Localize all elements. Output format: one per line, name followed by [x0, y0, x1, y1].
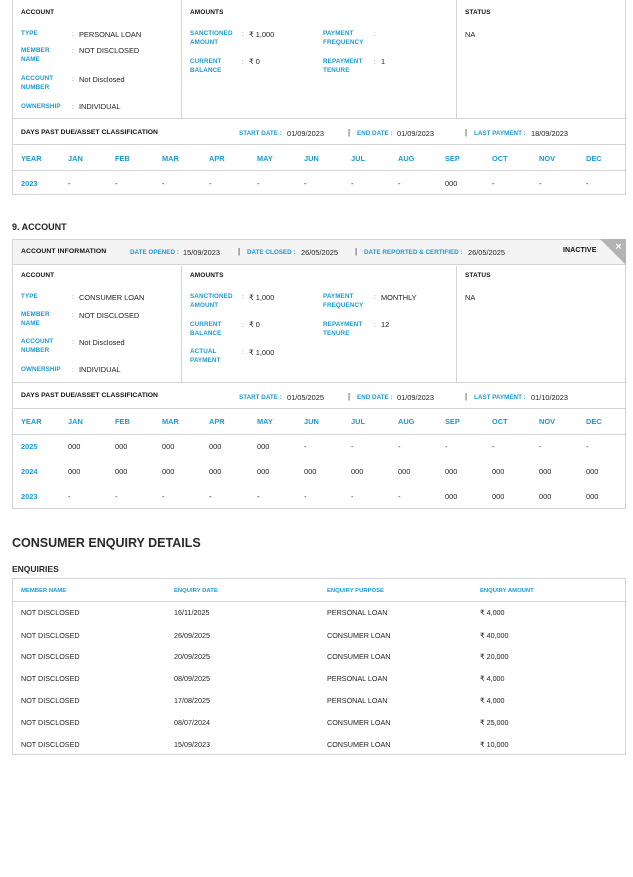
date-opened-value: 15/09/2023 [183, 248, 220, 257]
separator: | [348, 128, 351, 137]
month-header: NOV [539, 417, 556, 426]
dpd-cell: 000 [445, 467, 458, 476]
enquiry-cell: 17/08/2025 [174, 696, 210, 705]
month-header: MAR [162, 154, 179, 163]
start-date-label: START DATE : [239, 394, 282, 401]
divider [13, 434, 625, 435]
repayment-tenure-label: REPAYMENT TENURE [323, 58, 363, 74]
enquiry-cell: NOT DISCLOSED [21, 740, 80, 749]
dpd-cell: 000 [304, 467, 317, 476]
dpd-cell: - [492, 442, 495, 451]
dpd-cell: - [304, 179, 307, 188]
start-date-value: 01/05/2025 [287, 393, 324, 402]
dpd-title: DAYS PAST DUE/ASSET CLASSIFICATION [21, 129, 158, 136]
dpd-cell: - [115, 179, 118, 188]
account-header: ACCOUNT [21, 272, 55, 279]
month-header: MAY [257, 154, 273, 163]
month-header: JUL [351, 154, 365, 163]
month-header: APR [209, 417, 225, 426]
colon: : [242, 349, 244, 356]
separator: | [465, 392, 468, 401]
svg-text:×: × [614, 242, 623, 252]
month-header: FEB [115, 417, 130, 426]
enquiry-cell: ₹ 4,000 [480, 696, 505, 705]
month-header: OCT [492, 417, 508, 426]
dpd-cell: - [68, 179, 71, 188]
date-closed-value: 26/05/2025 [301, 248, 338, 257]
date-opened-label: DATE OPENED : [130, 249, 179, 256]
month-header: SEP [445, 154, 460, 163]
dpd-cell: - [539, 179, 542, 188]
year-header: YEAR [21, 417, 42, 426]
ownership-label: OWNERSHIP [21, 366, 61, 373]
dpd-cell: - [586, 442, 589, 451]
dpd-cell: 000 [68, 467, 81, 476]
dpd-cell: - [398, 492, 401, 501]
dpd-cell: - [586, 179, 589, 188]
dpd-cell: 000 [398, 467, 411, 476]
enquiry-cell: NOT DISCLOSED [21, 652, 80, 661]
divider [456, 266, 457, 383]
enquiry-column-header: ENQUIRY PURPOSE [327, 588, 384, 594]
month-header: SEP [445, 417, 460, 426]
dpd-cell: - [257, 492, 260, 501]
dpd-cell: - [445, 442, 448, 451]
member-name-label: MEMBER NAME [21, 47, 50, 63]
amounts-header: AMOUNTS [190, 272, 224, 279]
colon: : [242, 294, 244, 301]
colon: : [72, 312, 74, 319]
current-balance-label: CURRENT BALANCE [190, 58, 222, 74]
dpd-cell: 000 [539, 467, 552, 476]
month-header: JUN [304, 417, 319, 426]
divider [13, 601, 625, 602]
status-header: STATUS [465, 272, 491, 279]
year-label: 2023 [21, 492, 38, 501]
dpd-cell: 000 [492, 492, 505, 501]
end-date-value: 01/09/2023 [397, 393, 434, 402]
actual-payment-label: ACTUAL PAYMENT [190, 348, 221, 364]
last-payment-value: 18/09/2023 [531, 129, 568, 138]
dpd-cell: - [304, 492, 307, 501]
month-header: AUG [398, 417, 415, 426]
separator: | [355, 247, 358, 256]
dpd-cell: - [351, 179, 354, 188]
dpd-title: DAYS PAST DUE/ASSET CLASSIFICATION [21, 392, 158, 399]
colon: : [72, 339, 74, 346]
date-reported-value: 26/05/2025 [468, 248, 505, 257]
year-label: 2024 [21, 467, 38, 476]
account9-section-title: 9. ACCOUNT [12, 222, 67, 232]
month-header: JUN [304, 154, 319, 163]
account-number-label: ACCOUNT NUMBER [21, 75, 54, 91]
year-header: YEAR [21, 154, 42, 163]
sanctioned-amount-label: SANCTIONED AMOUNT [190, 293, 233, 309]
enquiry-cell: 08/07/2024 [174, 718, 210, 727]
month-header: MAR [162, 417, 179, 426]
actual-payment-value: ₹ 1,000 [249, 348, 275, 357]
colon: : [72, 294, 74, 301]
dpd-cell: 000 [492, 467, 505, 476]
colon: : [374, 59, 376, 66]
enquiry-cell: ₹ 40,000 [480, 631, 509, 640]
dpd-cell: 000 [115, 442, 128, 451]
month-header: OCT [492, 154, 508, 163]
status-value: NA [465, 293, 476, 302]
end-date-value: 01/09/2023 [397, 129, 434, 138]
enquiry-cell: 15/09/2023 [174, 740, 210, 749]
account-number-value: Not Disclosed [79, 75, 125, 84]
month-header: DEC [586, 417, 602, 426]
type-value: CONSUMER LOAN [79, 293, 145, 302]
type-value: PERSONAL LOAN [79, 30, 142, 39]
account-number-label: ACCOUNT NUMBER [21, 338, 54, 354]
colon: : [72, 367, 74, 374]
account-header: ACCOUNT [21, 9, 55, 16]
dpd-cell: 000 [257, 442, 270, 451]
dpd-cell: - [351, 492, 354, 501]
consumer-enquiry-title: CONSUMER ENQUIRY DETAILS [12, 536, 201, 550]
dpd-cell: - [209, 492, 212, 501]
enquiry-column-header: ENQUIRY DATE [174, 588, 218, 594]
separator: | [238, 247, 241, 256]
month-header: JAN [68, 417, 83, 426]
last-payment-label: LAST PAYMENT : [474, 130, 526, 137]
dpd-cell: - [209, 179, 212, 188]
dpd-cell: - [492, 179, 495, 188]
month-header: MAY [257, 417, 273, 426]
dpd-cell: - [398, 442, 401, 451]
inactive-corner-icon [600, 239, 626, 265]
enquiry-cell: ₹ 25,000 [480, 718, 509, 727]
enquiry-cell: CONSUMER LOAN [327, 631, 391, 640]
month-header: DEC [586, 154, 602, 163]
enquiry-cell: NOT DISCLOSED [21, 718, 80, 727]
separator: | [348, 392, 351, 401]
dpd-cell: 000 [209, 467, 222, 476]
enquiry-cell: ₹ 10,000 [480, 740, 509, 749]
enquiries-subtitle: ENQUIRIES [12, 564, 59, 574]
account-number-value: Not Disclosed [79, 338, 125, 347]
enquiry-cell: NOT DISCLOSED [21, 674, 80, 683]
enquiry-cell: ₹ 20,000 [480, 652, 509, 661]
sanctioned-amount-value: ₹ 1,000 [249, 293, 275, 302]
enquiry-column-header: MEMBER NAME [21, 588, 67, 594]
colon: : [72, 48, 74, 55]
enquiry-cell: PERSONAL LOAN [327, 608, 388, 617]
year-label: 2025 [21, 442, 38, 451]
dpd-cell: - [257, 179, 260, 188]
dpd-cell: 000 [162, 467, 175, 476]
date-reported-label: DATE REPORTED & CERTIFIED : [364, 249, 463, 256]
dpd-cell: 000 [115, 467, 128, 476]
ownership-label: OWNERSHIP [21, 103, 61, 110]
member-name-value: NOT DISCLOSED [79, 311, 140, 320]
dpd-cell: 000 [445, 492, 458, 501]
colon: : [374, 294, 376, 301]
year-label: 2023 [21, 179, 38, 188]
repayment-tenure-label: REPAYMENT TENURE [323, 321, 363, 337]
dpd-cell: - [162, 492, 165, 501]
enquiry-cell: 16/11/2025 [174, 608, 210, 617]
dpd-cell: - [304, 442, 307, 451]
payment-frequency-label: PAYMENT FREQUENCY [323, 30, 364, 46]
month-header: NOV [539, 154, 556, 163]
separator: | [465, 128, 468, 137]
enquiry-cell: 26/09/2025 [174, 631, 210, 640]
enquiry-cell: NOT DISCLOSED [21, 696, 80, 705]
dpd-cell: - [398, 179, 401, 188]
enquiry-column-header: ENQUIRY AMOUNT [480, 588, 534, 594]
dpd-cell: 000 [68, 442, 81, 451]
enquiry-cell: NOT DISCLOSED [21, 608, 80, 617]
last-payment-value: 01/10/2023 [531, 393, 568, 402]
dpd-cell: 000 [445, 179, 458, 188]
colon: : [72, 76, 74, 83]
sanctioned-amount-value: ₹ 1,000 [249, 30, 275, 39]
colon: : [72, 31, 74, 38]
colon: : [242, 31, 244, 38]
repayment-tenure-value: 1 [381, 57, 386, 66]
enquiry-cell: 20/09/2025 [174, 652, 210, 661]
start-date-label: START DATE : [239, 130, 282, 137]
colon: : [242, 59, 244, 66]
divider [181, 0, 182, 119]
date-closed-label: DATE CLOSED : [247, 249, 296, 256]
month-header: JUL [351, 417, 365, 426]
colon: : [374, 31, 376, 38]
start-date-value: 01/09/2023 [287, 129, 324, 138]
dpd-cell: 000 [586, 467, 599, 476]
type-label: TYPE [21, 30, 38, 37]
enquiry-cell: CONSUMER LOAN [327, 718, 391, 727]
last-payment-label: LAST PAYMENT : [474, 394, 526, 401]
status-header: STATUS [465, 9, 491, 16]
dpd-cell: 000 [351, 467, 364, 476]
end-date-label: END DATE : [357, 394, 393, 401]
enquiry-cell: PERSONAL LOAN [327, 674, 388, 683]
dpd-cell: 000 [162, 442, 175, 451]
dpd-cell: - [539, 442, 542, 451]
current-balance-value: ₹ 0 [249, 320, 260, 329]
status-value: NA [465, 30, 476, 39]
enquiry-cell: 08/09/2025 [174, 674, 210, 683]
status-badge: INACTIVE [563, 247, 597, 254]
sanctioned-amount-label: SANCTIONED AMOUNT [190, 30, 233, 46]
month-header: JAN [68, 154, 83, 163]
divider [181, 266, 182, 383]
month-header: APR [209, 154, 225, 163]
payment-frequency-label: PAYMENT FREQUENCY [323, 293, 364, 309]
dpd-cell: 000 [586, 492, 599, 501]
dpd-cell: - [162, 179, 165, 188]
ownership-value: INDIVIDUAL [79, 365, 121, 374]
dpd-cell: 000 [209, 442, 222, 451]
type-label: TYPE [21, 293, 38, 300]
month-header: FEB [115, 154, 130, 163]
amounts-header: AMOUNTS [190, 9, 224, 16]
account-information-title: ACCOUNT INFORMATION [21, 248, 107, 255]
ownership-value: INDIVIDUAL [79, 102, 121, 111]
divider [456, 0, 457, 119]
enquiries-table [12, 578, 626, 755]
enquiry-cell: ₹ 4,000 [480, 608, 505, 617]
dpd-cell: 000 [257, 467, 270, 476]
current-balance-label: CURRENT BALANCE [190, 321, 222, 337]
enquiry-cell: CONSUMER LOAN [327, 740, 391, 749]
enquiry-cell: PERSONAL LOAN [327, 696, 388, 705]
member-name-value: NOT DISCLOSED [79, 46, 140, 55]
member-name-label: MEMBER NAME [21, 311, 50, 327]
enquiry-cell: NOT DISCLOSED [21, 631, 80, 640]
dpd-cell: - [351, 442, 354, 451]
divider [13, 170, 625, 171]
colon: : [72, 104, 74, 111]
colon: : [242, 322, 244, 329]
dpd-cell: - [68, 492, 71, 501]
enquiry-cell: ₹ 4,000 [480, 674, 505, 683]
payment-frequency-value: MONTHLY [381, 293, 417, 302]
account9-dpd-grid [12, 409, 626, 509]
dpd-cell: - [115, 492, 118, 501]
enquiry-cell: CONSUMER LOAN [327, 652, 391, 661]
dpd-cell: 000 [539, 492, 552, 501]
month-header: AUG [398, 154, 415, 163]
repayment-tenure-value: 12 [381, 320, 390, 329]
end-date-label: END DATE : [357, 130, 393, 137]
colon: : [374, 322, 376, 329]
current-balance-value: ₹ 0 [249, 57, 260, 66]
